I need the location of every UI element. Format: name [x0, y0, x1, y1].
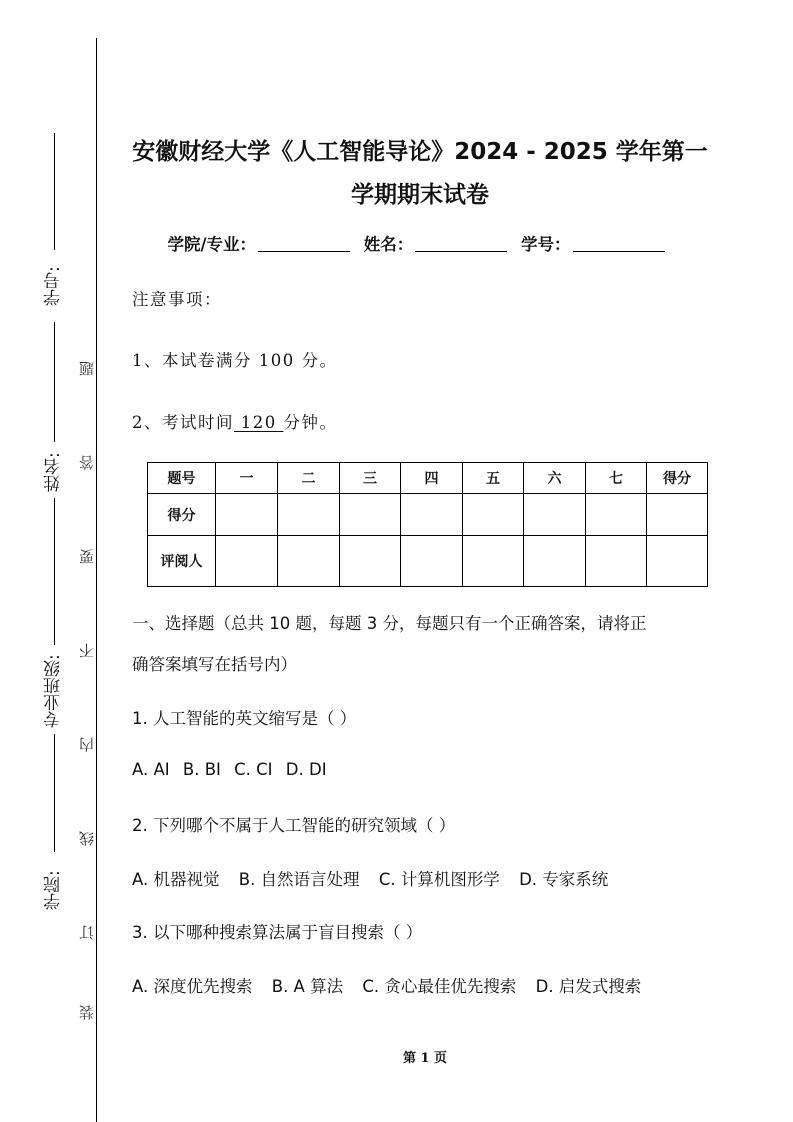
- seal-char: 答: [78, 455, 96, 471]
- header-cell: 题号: [148, 463, 216, 494]
- grader-cell[interactable]: [524, 536, 586, 587]
- score-cell[interactable]: [216, 494, 278, 536]
- grader-cell[interactable]: [278, 536, 340, 587]
- option-d[interactable]: D. 启发式搜索: [535, 977, 642, 996]
- grader-cell[interactable]: [340, 536, 401, 587]
- margin-college-label: 学院:: [34, 862, 74, 918]
- exam-duration-value: 120: [234, 413, 284, 432]
- header-cell: 五: [463, 463, 524, 494]
- college-major-field[interactable]: [258, 237, 350, 252]
- option-a[interactable]: A. AI: [132, 760, 170, 779]
- header-cell: 七: [586, 463, 647, 494]
- seal-char: 不: [78, 643, 96, 659]
- grader-cell[interactable]: [463, 536, 524, 587]
- score-row: [148, 494, 708, 536]
- option-c[interactable]: C. CI: [234, 760, 273, 779]
- score-cell[interactable]: [463, 494, 524, 536]
- note-item-2-suffix: 分钟。: [283, 413, 338, 432]
- grader-cell[interactable]: [216, 536, 278, 587]
- page-number: 第 1 页: [402, 1051, 448, 1066]
- score-cell[interactable]: [401, 494, 463, 536]
- seal-char: 内: [78, 737, 96, 753]
- section1-heading-line1: 一、选择题（总共 10 题，每题 3 分，每题只有一个正确答案，请将正: [132, 614, 647, 633]
- header-cell: 三: [340, 463, 401, 494]
- student-id-label: 学号：: [521, 235, 571, 254]
- header-cell: 得分: [647, 463, 708, 494]
- option-b[interactable]: B. A 算法: [271, 977, 344, 996]
- option-d[interactable]: D. 专家系统: [519, 870, 609, 889]
- score-cell[interactable]: [524, 494, 586, 536]
- grader-cell[interactable]: [586, 536, 647, 587]
- binding-line: [96, 38, 97, 1122]
- grader-row: [148, 536, 708, 587]
- question-1-options: [132, 760, 341, 779]
- note-item-2-prefix: 2、考试时间: [132, 413, 234, 432]
- option-c[interactable]: C. 计算机图形学: [378, 870, 500, 889]
- option-c[interactable]: C. 贪心最佳优先搜索: [362, 977, 517, 996]
- header-cell: 六: [524, 463, 586, 494]
- student-id-underline: [54, 133, 55, 250]
- name-field[interactable]: [415, 237, 507, 252]
- name-label: 姓名：: [363, 235, 414, 254]
- row-label: 得分: [148, 494, 216, 536]
- seal-char: 要: [78, 549, 96, 565]
- note-item-2: [132, 409, 337, 433]
- page-title-line2: 学期期末试卷: [351, 182, 489, 208]
- option-b[interactable]: B. 自然语言处理: [238, 870, 360, 889]
- seal-char: 装: [78, 1005, 96, 1021]
- option-d[interactable]: D. DI: [285, 760, 327, 779]
- score-cell[interactable]: [586, 494, 647, 536]
- student-id-field[interactable]: [573, 237, 665, 252]
- margin-name-label: 姓名:: [34, 444, 74, 500]
- name-underline: [54, 322, 55, 442]
- seal-char: 线: [78, 831, 96, 847]
- header-cell: 四: [401, 463, 463, 494]
- notes-heading: 注意事项：: [132, 290, 222, 309]
- header-cell: 一: [216, 463, 278, 494]
- score-cell[interactable]: [647, 494, 708, 536]
- header-cell: 二: [278, 463, 340, 494]
- question-3-options: [132, 973, 655, 997]
- option-a[interactable]: A. 深度优先搜索: [132, 977, 253, 996]
- question-3-stem: 3. 以下哪种搜索算法属于盲目搜索（ ）: [132, 923, 423, 942]
- grader-cell[interactable]: [401, 536, 463, 587]
- score-table-header-row: [148, 463, 708, 494]
- question-2-stem: 2. 下列哪个不属于人工智能的研究领域（ ）: [132, 816, 456, 835]
- seal-char: 订: [78, 925, 96, 941]
- option-a[interactable]: A. 机器视觉: [132, 870, 220, 889]
- question-2-options: [132, 866, 622, 890]
- question-1-stem: 1. 人工智能的英文缩写是（ ）: [132, 709, 357, 728]
- page-title-line1: 安徽财经大学《人工智能导论》2024 - 2025 学年第一: [132, 139, 708, 165]
- margin-student-id-label: 学号:: [34, 252, 74, 320]
- score-cell[interactable]: [278, 494, 340, 536]
- section1-heading-line2: 确答案填写在括号内）: [132, 655, 297, 674]
- college-underline: [54, 734, 55, 852]
- student-info-row: [120, 231, 720, 255]
- score-cell[interactable]: [340, 494, 401, 536]
- note-item-1: 1、本试卷满分 100 分。: [132, 351, 338, 370]
- score-table: [147, 462, 708, 587]
- grader-cell[interactable]: [647, 536, 708, 587]
- class-underline: [54, 498, 55, 646]
- seal-char: 题: [78, 361, 96, 377]
- row-label: 评阅人: [148, 536, 216, 587]
- college-major-label: 学院/专业：: [167, 235, 257, 254]
- option-b[interactable]: B. BI: [182, 760, 221, 779]
- margin-class-label: 专业班级:: [34, 645, 74, 737]
